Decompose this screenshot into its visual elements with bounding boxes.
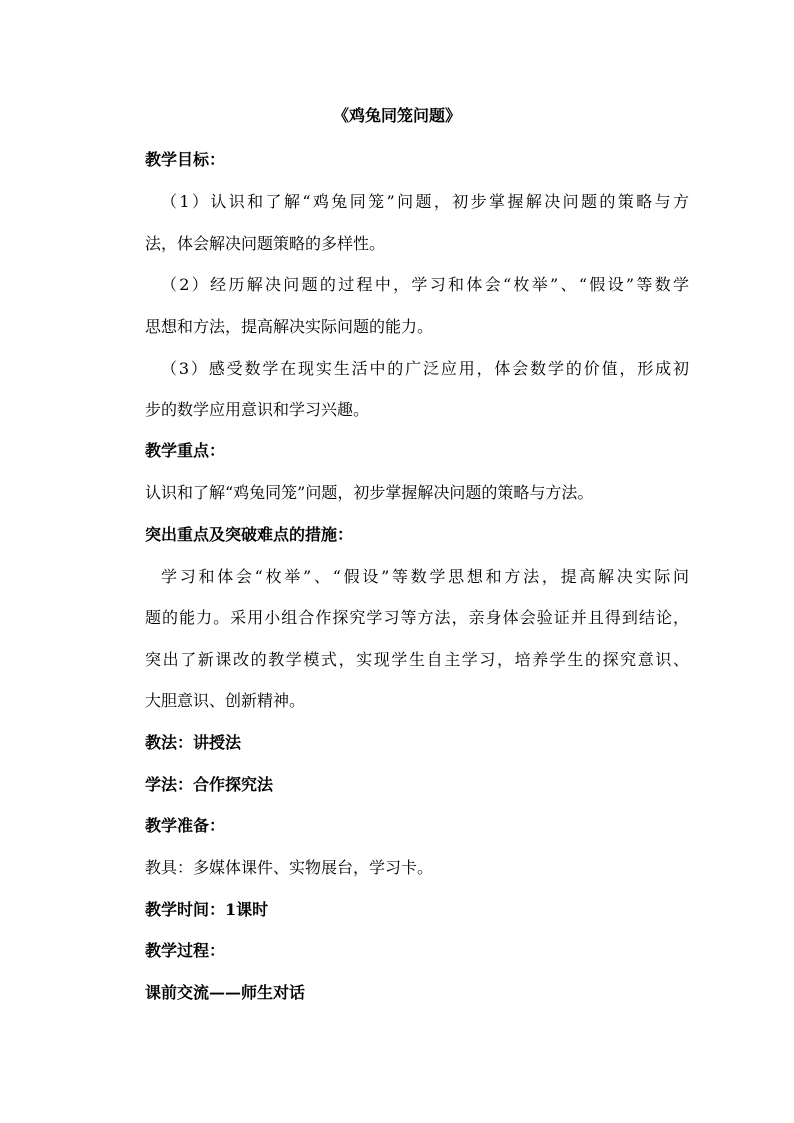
preparation-heading: 教学准备： bbox=[145, 816, 226, 835]
document-title: 《鸡兔同笼问题》 bbox=[332, 106, 461, 125]
keypoint-heading: 教学重点： bbox=[145, 441, 226, 460]
objective-3-line-2: 步的数学应用意识和学习兴趣。 bbox=[145, 400, 370, 419]
measures-line-1: 学习和体会“枚举”、“假设”等数学思想和方法，提高解决实际问 bbox=[161, 567, 689, 586]
learning-method: 学法：合作探究法 bbox=[145, 775, 274, 794]
objective-1-line-1: （1）认识和了解“鸡兔同笼”问题，初步掌握解决问题的策略与方 bbox=[161, 192, 689, 211]
measures-line-2: 题的能力。采用小组合作探究学习等方法，亲身体会验证并且得到结论， bbox=[145, 608, 689, 627]
objectives-heading: 教学目标： bbox=[145, 150, 226, 169]
objective-2-line-2: 思想和方法，提高解决实际问题的能力。 bbox=[145, 317, 434, 336]
objective-2-line-1: （2）经历解决问题的过程中，学习和体会“枚举”、“假设”等数学 bbox=[161, 275, 689, 294]
objective-3-line-1: （3）感受数学在现实生活中的广泛应用，体会数学的价值，形成初 bbox=[161, 359, 689, 378]
process-heading: 教学过程： bbox=[145, 941, 226, 960]
pre-class-exchange: 课前交流——师生对话 bbox=[145, 983, 306, 1002]
teaching-method: 教法：讲授法 bbox=[145, 733, 242, 752]
preparation-text: 教具：多媒体课件、实物展台，学习卡。 bbox=[145, 858, 434, 877]
measures-line-3: 突出了新课改的教学模式，实现学生自主学习，培养学生的探究意识、 bbox=[145, 650, 689, 669]
teaching-time: 教学时间：1课时 bbox=[145, 900, 269, 919]
keypoint-text: 认识和了解“鸡兔同笼”问题，初步掌握解决问题的策略与方法。 bbox=[145, 483, 594, 502]
objective-1-line-2: 法，体会解决问题策略的多样性。 bbox=[145, 234, 386, 253]
measures-line-4: 大胆意识、创新精神。 bbox=[145, 691, 306, 710]
measures-heading: 突出重点及突破难点的措施： bbox=[145, 525, 354, 544]
